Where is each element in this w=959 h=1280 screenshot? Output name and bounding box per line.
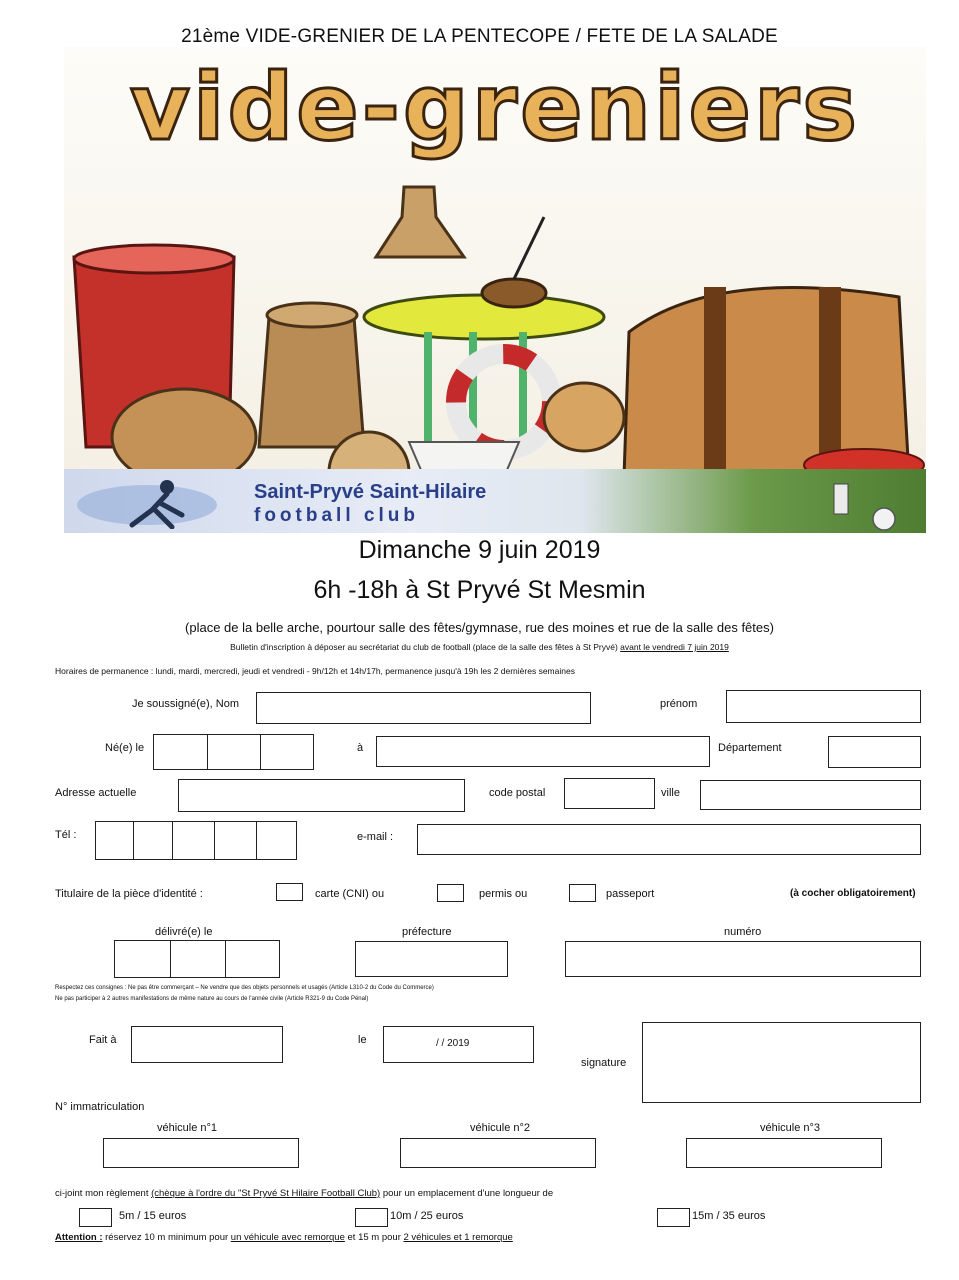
prefecture-field[interactable] <box>355 941 508 977</box>
option-10m-label: 10m / 25 euros <box>390 1210 464 1222</box>
signature-label: signature <box>581 1057 627 1069</box>
titulaire-label: Titulaire de la pièce d'identité : <box>55 888 203 900</box>
adresse-label: Adresse actuelle <box>55 787 137 799</box>
attention-text-4: 2 véhicules et 1 remorque <box>403 1232 513 1243</box>
departement-field[interactable] <box>828 736 921 768</box>
date-prefill: / / 2019 <box>436 1038 470 1049</box>
vehicule-1-field[interactable] <box>103 1138 299 1168</box>
flea-market-items-illustration <box>64 147 926 477</box>
attention-text-2: un véhicule avec remorque <box>230 1232 345 1243</box>
code-postal-label: code postal <box>489 787 546 799</box>
cocher-note: (à cocher obligatoirement) <box>790 888 916 899</box>
prenom-field[interactable] <box>726 690 921 723</box>
passeport-checkbox[interactable] <box>569 884 596 902</box>
permis-label: permis ou <box>479 888 528 900</box>
option-15m-label: 15m / 35 euros <box>692 1210 766 1222</box>
bulletin-deadline: avant le vendredi 7 juin 2019 <box>620 642 729 652</box>
page-title: 21ème VIDE-GRENIER DE LA PENTECOPE / FETE DE LA SALADE <box>181 26 778 47</box>
club-subtitle: football club <box>254 505 419 526</box>
ville-label: ville <box>661 787 680 799</box>
opening-hours: Horaires de permanence : lundi, mardi, mercredi, jeudi et vendredi - 9h/12h et 14h/17h, permanence jusqu'à 19h les 2 dernières semaines <box>55 666 575 676</box>
consignes-line-1: Respectez ces consignes : Ne pas être commerçant – Ne vendre que des objets personnels et usagés (Article L310-2 du Code du Commerce) <box>55 985 434 991</box>
vehicule-2-label: véhicule n°2 <box>470 1122 531 1134</box>
fait-field[interactable] <box>131 1026 283 1063</box>
club-name: Saint-Pryvé Saint-Hilaire <box>254 481 487 503</box>
permis-checkbox[interactable] <box>437 884 464 902</box>
prenom-label: prénom <box>660 698 698 710</box>
le-label: le <box>358 1034 367 1046</box>
tel-field-3[interactable] <box>172 821 216 860</box>
attention-label: Attention : <box>55 1232 103 1243</box>
football-player-icon <box>764 479 924 531</box>
delivre-day-field[interactable] <box>114 940 172 978</box>
code-postal-field[interactable] <box>564 778 655 809</box>
attention-text-1: réservez 10 m minimum pour <box>105 1232 229 1243</box>
delivre-label: délivré(e) le <box>155 926 213 938</box>
option-5m-checkbox[interactable] <box>79 1208 112 1227</box>
carte-label: carte (CNI) ou <box>315 888 385 900</box>
event-place-detail: (place de la belle arche, pourtour salle des fêtes/gymnase, rue des moines et rue de la salle des fêtes) <box>185 620 774 635</box>
vehicule-1-label: véhicule n°1 <box>157 1122 218 1134</box>
reglement-suffix: pour un emplacement d'une longueur de <box>382 1188 554 1199</box>
passeport-label: passeport <box>606 888 655 900</box>
reglement-cheque: (chèque à l'ordre du "St Pryvé St Hilaire Football Club) <box>151 1188 381 1199</box>
event-time-place: 6h -18h à St Pryvé St Mesmin <box>313 576 646 604</box>
numero-label: numéro <box>724 926 762 938</box>
email-field[interactable] <box>417 824 921 855</box>
tel-field-2[interactable] <box>133 821 174 860</box>
adresse-field[interactable] <box>178 779 465 812</box>
delivre-year-field[interactable] <box>225 940 280 978</box>
signature-field[interactable] <box>642 1022 921 1103</box>
birth-month-field[interactable] <box>207 734 262 770</box>
numero-field[interactable] <box>565 941 921 977</box>
immatriculation-label: N° immatriculation <box>55 1101 145 1113</box>
delivre-month-field[interactable] <box>170 940 227 978</box>
player-silhouette-icon <box>72 475 222 529</box>
fait-label: Fait à <box>89 1034 117 1046</box>
tel-field-4[interactable] <box>214 821 258 860</box>
option-10m-checkbox[interactable] <box>355 1208 388 1227</box>
event-date: Dimanche 9 juin 2019 <box>358 536 601 564</box>
nom-label: Je soussigné(e), Nom <box>132 698 239 710</box>
reglement-prefix: ci-joint mon règlement <box>55 1188 149 1199</box>
option-15m-checkbox[interactable] <box>657 1208 690 1227</box>
reglement-text <box>55 1188 553 1199</box>
bulletin-instructions <box>0 642 959 652</box>
departement-label: Département <box>718 742 782 754</box>
vehicule-2-field[interactable] <box>400 1138 596 1168</box>
option-5m-label: 5m / 15 euros <box>119 1210 187 1222</box>
naissance-label: Né(e) le <box>105 742 145 754</box>
consignes-line-2: Ne pas participer à 2 autres manifestations de même nature au cours de l'année civile (Article R321-9 du Code Pénal) <box>55 996 369 1002</box>
vehicule-3-field[interactable] <box>686 1138 882 1168</box>
tel-field-5[interactable] <box>256 821 297 860</box>
tel-label: Tél : <box>55 829 77 841</box>
birth-day-field[interactable] <box>153 734 209 770</box>
prefecture-label: préfecture <box>402 926 452 938</box>
attention-text-3: et 15 m pour <box>347 1232 401 1243</box>
birth-year-field[interactable] <box>260 734 314 770</box>
banner-illustration <box>64 47 926 533</box>
email-label: e-mail : <box>357 831 394 843</box>
date-field[interactable] <box>383 1026 534 1063</box>
bulletin-text: Bulletin d'inscription à déposer au secrétariat du club de football (place de la salle des fêtes à St Pryvé) <box>230 642 618 652</box>
tel-field-1[interactable] <box>95 821 135 860</box>
banner-title: vide-greniers <box>129 54 861 161</box>
ville-field[interactable] <box>700 780 921 810</box>
carte-checkbox[interactable] <box>276 883 303 901</box>
lieu-naissance-label: à <box>357 742 364 754</box>
vehicule-3-label: véhicule n°3 <box>760 1122 821 1134</box>
club-banner <box>64 469 926 533</box>
birthplace-field[interactable] <box>376 736 710 767</box>
nom-field[interactable] <box>256 692 591 724</box>
attention-line <box>55 1232 513 1243</box>
